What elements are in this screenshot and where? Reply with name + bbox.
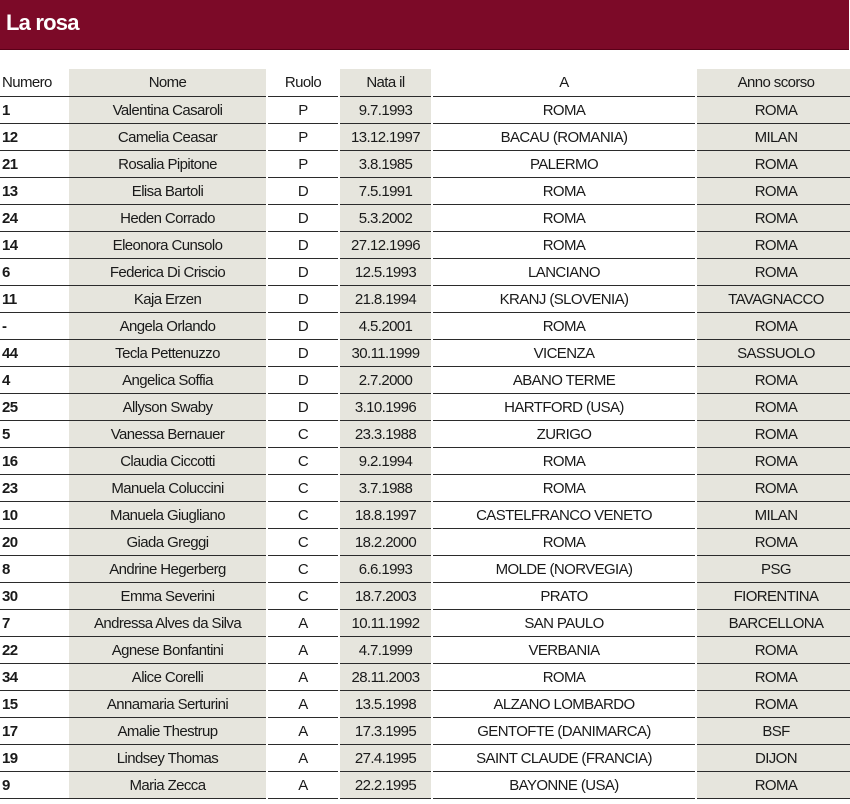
title-banner (0, 0, 849, 50)
cell-nome: Valentina Casaroli (69, 97, 266, 124)
cell-anno-scorso: TAVAGNACCO (697, 286, 850, 313)
cell-ruolo: D (268, 367, 338, 394)
cell-ruolo: P (268, 151, 338, 178)
cell-anno-scorso: SASSUOLO (697, 340, 850, 367)
cell-nome: Vanessa Bernauer (69, 421, 266, 448)
cell-nata-il: 4.5.2001 (340, 313, 431, 340)
cell-provenienza: ROMA (433, 475, 695, 502)
cell-numero: 11 (0, 286, 69, 313)
cell-nata-il: 10.11.1992 (340, 610, 431, 637)
cell-nome: Manuela Coluccini (69, 475, 266, 502)
table-row (0, 205, 850, 232)
cell-ruolo: C (268, 556, 338, 583)
table-row (0, 286, 850, 313)
cell-provenienza: BAYONNE (USA) (433, 772, 695, 799)
table-row (0, 448, 850, 475)
cell-nata-il: 5.3.2002 (340, 205, 431, 232)
cell-anno-scorso: ROMA (697, 772, 850, 799)
cell-nata-il: 22.2.1995 (340, 772, 431, 799)
table-row (0, 637, 850, 664)
cell-ruolo: C (268, 448, 338, 475)
cell-provenienza: HARTFORD (USA) (433, 394, 695, 421)
cell-ruolo: C (268, 421, 338, 448)
cell-provenienza: ROMA (433, 313, 695, 340)
cell-anno-scorso: ROMA (697, 448, 850, 475)
cell-nome: Angela Orlando (69, 313, 266, 340)
cell-provenienza: SAINT CLAUDE (FRANCIA) (433, 745, 695, 772)
cell-nata-il: 23.3.1988 (340, 421, 431, 448)
cell-numero: 17 (0, 718, 69, 745)
cell-ruolo: A (268, 664, 338, 691)
cell-ruolo: A (268, 637, 338, 664)
cell-nata-il: 30.11.1999 (340, 340, 431, 367)
cell-provenienza: ROMA (433, 178, 695, 205)
cell-provenienza: ROMA (433, 529, 695, 556)
cell-anno-scorso: ROMA (697, 232, 850, 259)
cell-anno-scorso: ROMA (697, 691, 850, 718)
cell-nata-il: 9.7.1993 (340, 97, 431, 124)
cell-nome: Elisa Bartoli (69, 178, 266, 205)
cell-numero: 5 (0, 421, 69, 448)
cell-provenienza: LANCIANO (433, 259, 695, 286)
cell-ruolo: D (268, 259, 338, 286)
cell-nome: Maria Zecca (69, 772, 266, 799)
cell-provenienza: PRATO (433, 583, 695, 610)
table-row (0, 691, 850, 718)
cell-provenienza: SAN PAULO (433, 610, 695, 637)
cell-numero: 30 (0, 583, 69, 610)
cell-anno-scorso: ROMA (697, 394, 850, 421)
cell-nome: Alice Corelli (69, 664, 266, 691)
cell-anno-scorso: ROMA (697, 367, 850, 394)
table-row (0, 259, 850, 286)
cell-anno-scorso: BSF (697, 718, 850, 745)
cell-anno-scorso: ROMA (697, 529, 850, 556)
cell-ruolo: C (268, 583, 338, 610)
column-header-nata-il: Nata il (340, 69, 431, 97)
cell-anno-scorso: ROMA (697, 313, 850, 340)
cell-nata-il: 18.7.2003 (340, 583, 431, 610)
cell-nome: Andressa Alves da Silva (69, 610, 266, 637)
cell-nata-il: 12.5.1993 (340, 259, 431, 286)
cell-nome: Lindsey Thomas (69, 745, 266, 772)
cell-numero: 44 (0, 340, 69, 367)
table-row (0, 178, 850, 205)
cell-ruolo: A (268, 610, 338, 637)
cell-provenienza: ROMA (433, 205, 695, 232)
table-row (0, 151, 850, 178)
cell-ruolo: D (268, 394, 338, 421)
table-row (0, 394, 850, 421)
roster-table (0, 69, 850, 799)
cell-provenienza: BACAU (ROMANIA) (433, 124, 695, 151)
cell-numero: 4 (0, 367, 69, 394)
cell-provenienza: ALZANO LOMBARDO (433, 691, 695, 718)
cell-ruolo: A (268, 745, 338, 772)
column-header-a: A (559, 74, 569, 91)
cell-numero: 19 (0, 745, 69, 772)
cell-nome: Amalie Thestrup (69, 718, 266, 745)
cell-anno-scorso: MILAN (697, 502, 850, 529)
table-row (0, 367, 850, 394)
cell-nata-il: 3.8.1985 (340, 151, 431, 178)
cell-numero: 14 (0, 232, 69, 259)
cell-anno-scorso: PSG (697, 556, 850, 583)
cell-numero: 20 (0, 529, 69, 556)
table-row (0, 529, 850, 556)
cell-nata-il: 13.12.1997 (340, 124, 431, 151)
cell-nata-il: 6.6.1993 (340, 556, 431, 583)
cell-ruolo: A (268, 691, 338, 718)
table-row (0, 313, 850, 340)
cell-numero: 8 (0, 556, 69, 583)
cell-numero: 24 (0, 205, 69, 232)
page-title: La rosa (6, 10, 79, 35)
cell-numero: 10 (0, 502, 69, 529)
table-body (0, 97, 850, 799)
cell-numero: - (0, 313, 69, 340)
cell-nata-il: 27.4.1995 (340, 745, 431, 772)
cell-nome: Kaja Erzen (69, 286, 266, 313)
cell-anno-scorso: ROMA (697, 421, 850, 448)
cell-nata-il: 17.3.1995 (340, 718, 431, 745)
cell-anno-scorso: ROMA (697, 664, 850, 691)
cell-anno-scorso: DIJON (697, 745, 850, 772)
cell-provenienza: MOLDE (NORVEGIA) (433, 556, 695, 583)
table-row (0, 475, 850, 502)
cell-ruolo: D (268, 340, 338, 367)
cell-nome: Giada Greggi (69, 529, 266, 556)
cell-provenienza: ZURIGO (433, 421, 695, 448)
cell-numero: 6 (0, 259, 69, 286)
cell-provenienza: ROMA (433, 232, 695, 259)
column-header-anno-scorso: Anno scorso (697, 69, 850, 97)
cell-nome: Annamaria Serturini (69, 691, 266, 718)
table-row (0, 232, 850, 259)
cell-numero: 7 (0, 610, 69, 637)
cell-nome: Tecla Pettenuzzo (69, 340, 266, 367)
cell-ruolo: C (268, 529, 338, 556)
table-row (0, 556, 850, 583)
cell-nata-il: 2.7.2000 (340, 367, 431, 394)
cell-numero: 15 (0, 691, 69, 718)
table-row (0, 124, 850, 151)
cell-nome: Eleonora Cunsolo (69, 232, 266, 259)
cell-numero: 9 (0, 772, 69, 799)
cell-nata-il: 27.12.1996 (340, 232, 431, 259)
cell-nome: Allyson Swaby (69, 394, 266, 421)
cell-nata-il: 18.8.1997 (340, 502, 431, 529)
cell-provenienza: PALERMO (433, 151, 695, 178)
cell-ruolo: A (268, 772, 338, 799)
table-row (0, 421, 850, 448)
cell-numero: 16 (0, 448, 69, 475)
table-row (0, 664, 850, 691)
cell-anno-scorso: ROMA (697, 637, 850, 664)
column-header-nome: Nome (69, 69, 266, 97)
cell-provenienza: ROMA (433, 97, 695, 124)
cell-nata-il: 3.7.1988 (340, 475, 431, 502)
cell-nome: Federica Di Criscio (69, 259, 266, 286)
cell-nome: Agnese Bonfantini (69, 637, 266, 664)
cell-numero: 21 (0, 151, 69, 178)
cell-anno-scorso: FIORENTINA (697, 583, 850, 610)
cell-provenienza: KRANJ (SLOVENIA) (433, 286, 695, 313)
cell-nata-il: 28.11.2003 (340, 664, 431, 691)
table-row (0, 502, 850, 529)
cell-ruolo: C (268, 475, 338, 502)
cell-numero: 1 (0, 97, 69, 124)
cell-anno-scorso: ROMA (697, 178, 850, 205)
cell-nata-il: 4.7.1999 (340, 637, 431, 664)
table-row (0, 583, 850, 610)
cell-provenienza: VERBANIA (433, 637, 695, 664)
cell-ruolo: A (268, 718, 338, 745)
cell-nome: Claudia Ciccotti (69, 448, 266, 475)
cell-ruolo: D (268, 178, 338, 205)
table-row (0, 340, 850, 367)
cell-numero: 12 (0, 124, 69, 151)
cell-anno-scorso: BARCELLONA (697, 610, 850, 637)
cell-nata-il: 21.8.1994 (340, 286, 431, 313)
cell-numero: 23 (0, 475, 69, 502)
cell-nata-il: 13.5.1998 (340, 691, 431, 718)
cell-anno-scorso: ROMA (697, 151, 850, 178)
cell-anno-scorso: ROMA (697, 205, 850, 232)
cell-nata-il: 9.2.1994 (340, 448, 431, 475)
table-row (0, 610, 850, 637)
column-header-ruolo: Ruolo (284, 74, 322, 91)
cell-ruolo: C (268, 502, 338, 529)
table-row (0, 718, 850, 745)
cell-nome: Camelia Ceasar (69, 124, 266, 151)
table-row (0, 97, 850, 124)
cell-numero: 22 (0, 637, 69, 664)
cell-nome: Angelica Soffia (69, 367, 266, 394)
column-header-numero: Numero (2, 74, 52, 91)
cell-ruolo: D (268, 286, 338, 313)
cell-nome: Heden Corrado (69, 205, 266, 232)
cell-nata-il: 18.2.2000 (340, 529, 431, 556)
cell-nome: Andrine Hegerberg (69, 556, 266, 583)
cell-numero: 34 (0, 664, 69, 691)
cell-provenienza: ROMA (433, 448, 695, 475)
cell-nome: Rosalia Pipitone (69, 151, 266, 178)
cell-numero: 13 (0, 178, 69, 205)
cell-anno-scorso: MILAN (697, 124, 850, 151)
cell-nome: Manuela Giugliano (69, 502, 266, 529)
cell-ruolo: P (268, 124, 338, 151)
cell-ruolo: P (268, 97, 338, 124)
cell-nata-il: 7.5.1991 (340, 178, 431, 205)
cell-anno-scorso: ROMA (697, 475, 850, 502)
cell-anno-scorso: ROMA (697, 259, 850, 286)
cell-nata-il: 3.10.1996 (340, 394, 431, 421)
cell-provenienza: CASTELFRANCO VENETO (433, 502, 695, 529)
table-row (0, 772, 850, 799)
cell-ruolo: D (268, 232, 338, 259)
cell-nome: Emma Severini (69, 583, 266, 610)
cell-provenienza: GENTOFTE (DANIMARCA) (433, 718, 695, 745)
cell-ruolo: D (268, 205, 338, 232)
table-header-row (0, 69, 850, 97)
cell-provenienza: ABANO TERME (433, 367, 695, 394)
cell-numero: 25 (0, 394, 69, 421)
cell-ruolo: D (268, 313, 338, 340)
cell-provenienza: VICENZA (433, 340, 695, 367)
table-row (0, 745, 850, 772)
cell-anno-scorso: ROMA (697, 97, 850, 124)
cell-provenienza: ROMA (433, 664, 695, 691)
